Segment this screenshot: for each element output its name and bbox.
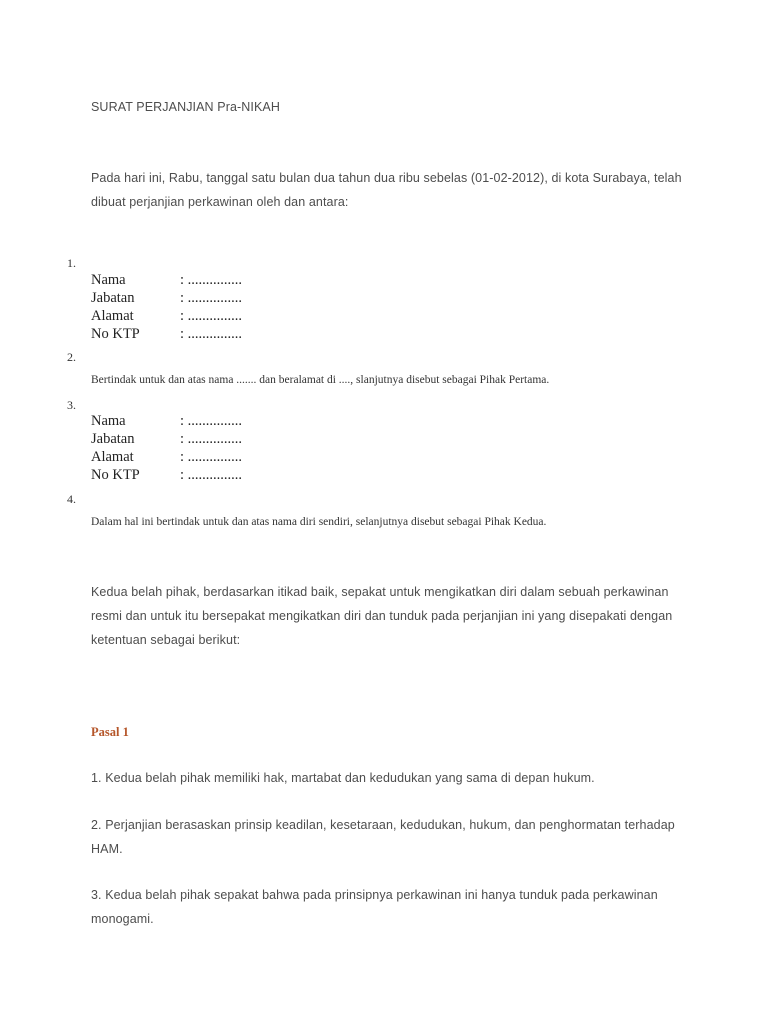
field-label: No KTP: [91, 326, 140, 342]
field-value: : ...............: [180, 413, 243, 429]
field-row: [91, 430, 242, 448]
field-row: [91, 448, 242, 466]
field-value: : ...............: [180, 449, 243, 465]
field-value: : ...............: [180, 272, 243, 288]
field-value: : ...............: [180, 431, 243, 447]
field-value: : ...............: [180, 326, 243, 342]
field-label: Jabatan: [91, 290, 135, 306]
field-label: Alamat: [91, 308, 134, 324]
intro-paragraph: Pada hari ini, Rabu, tanggal satu bulan dua tahun dua ribu sebelas (01-02-2012), di kota Surabaya, telah dibuat perjanjian perkawinan oleh dan antara:: [91, 171, 682, 209]
pasal-item: 3. Kedua belah pihak sepakat bahwa pada prinsipnya perkawinan ini hanya tunduk pada perkawinan monogami.: [91, 888, 658, 926]
list-number-3: 3.: [67, 398, 76, 412]
party1-statement: Bertindak untuk dan atas nama ....... dan beralamat di ...., slanjutnya disebut sebagai Pihak Pertama.: [91, 374, 550, 386]
list-number-1: 1.: [67, 256, 76, 270]
document-title: SURAT PERJANJIAN Pra-NIKAH: [91, 100, 280, 114]
party2-statement: Dalam hal ini bertindak untuk dan atas nama diri sendiri, selanjutnya disebut sebagai Pihak Kedua.: [91, 516, 547, 528]
field-value: : ...............: [180, 290, 243, 306]
field-row: [91, 271, 242, 289]
party1-fields: [91, 271, 242, 343]
pasal-item: 1. Kedua belah pihak memiliki hak, martabat dan kedudukan yang sama di depan hukum.: [91, 771, 595, 785]
party2-fields: [91, 412, 242, 484]
agreement-paragraph: Kedua belah pihak, berdasarkan itikad baik, sepakat untuk mengikatkan diri dalam sebuah perkawinan resmi dan untuk itu bersepakat mengikatkan diri dan tunduk pada perjanjian ini yang disepakati dengan ketentuan sebagai berikut:: [91, 585, 673, 647]
field-label: Nama: [91, 413, 126, 429]
field-row: [91, 412, 242, 430]
field-label: Nama: [91, 272, 126, 288]
field-row: [91, 466, 242, 484]
pasal-item: 2. Perjanjian berasaskan prinsip keadilan, kesetaraan, kedudukan, hukum, dan penghormatan terhadap HAM.: [91, 818, 675, 856]
field-value: : ...............: [180, 308, 243, 324]
pasal-heading: Pasal 1: [91, 725, 129, 739]
field-label: Alamat: [91, 449, 134, 465]
list-number-2: 2.: [67, 350, 76, 364]
field-label: Jabatan: [91, 431, 135, 447]
field-row: [91, 289, 242, 307]
field-label: No KTP: [91, 467, 140, 483]
field-row: [91, 307, 242, 325]
field-row: [91, 325, 242, 343]
list-number-4: 4.: [67, 492, 76, 506]
field-value: : ...............: [180, 467, 243, 483]
